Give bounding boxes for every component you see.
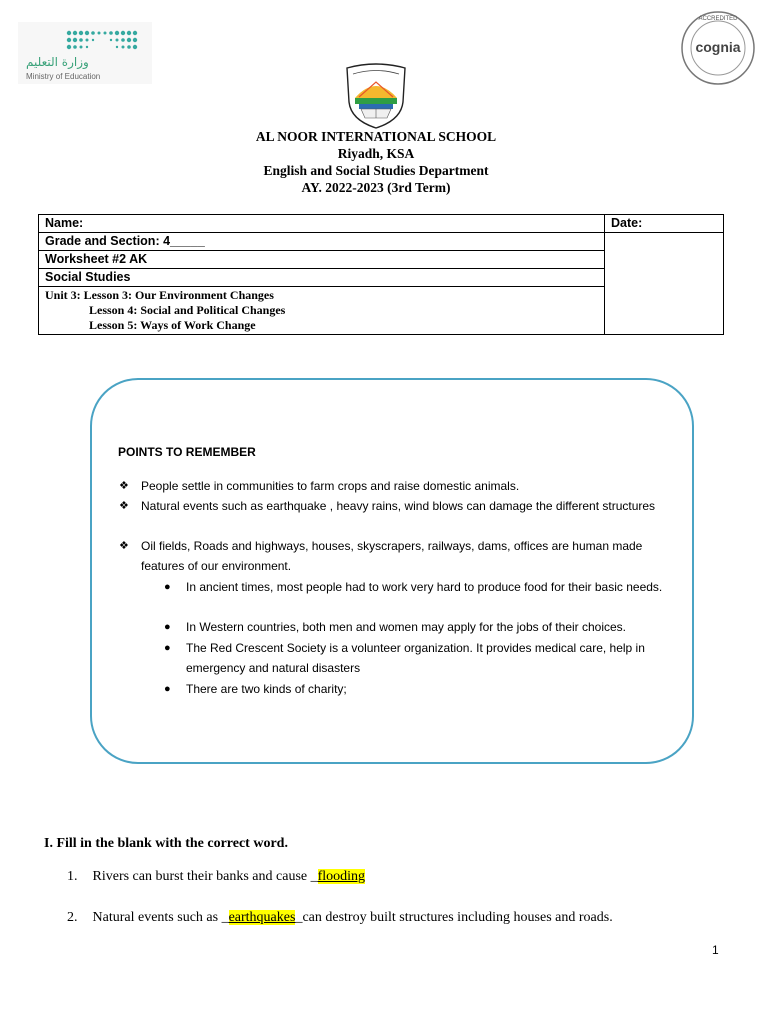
date-field[interactable] [605,233,724,335]
list-item: In ancient times, most people had to work very hard to produce food for their basic needs. [186,580,663,594]
worksheet-label: Worksheet #2 AK [39,251,605,269]
date-field-label: Date: [605,215,724,233]
question-number: 2. [67,910,78,925]
bullet-icon: ● [164,642,171,654]
answer-highlight: earthquakes [228,910,296,925]
question-text-after: _can destroy built structures including houses and roads. [295,910,613,925]
school-name: AL NOOR INTERNATIONAL SCHOOL [255,129,497,144]
moe-dots-icon [63,28,143,52]
list-item: Natural events such as earthquake , heavy rains, wind blows can damage the different structures [141,499,656,513]
section-heading: I. Fill in the blank with the correct word. [44,836,288,851]
school-location: Riyadh, KSA [337,146,415,161]
name-field[interactable]: Name: [39,215,605,233]
grade-section-field[interactable]: Grade and Section: 4_____ [39,233,605,251]
question-text: Rivers can burst their banks and cause _ [92,869,318,884]
moe-english-name: Ministry of Education [26,72,101,81]
page-number: 1 [712,943,719,957]
question-text: Natural events such as _ [92,910,229,925]
cognia-accreditation-logo [680,10,756,86]
answer-highlight: flooding [317,869,366,884]
list-item: There are two kinds of charity; [186,682,347,696]
school-crest [343,62,409,130]
points-title: POINTS TO REMEMBER [118,445,256,459]
cognia-ring-text: ACCREDITED [698,16,738,22]
bullet-icon: ● [164,683,171,695]
school-heading [0,128,752,196]
diamond-bullet-icon: ❖ [119,500,129,512]
diamond-bullet-icon: ❖ [119,540,129,552]
lesson-5: Lesson 5: Ways of Work Change [89,318,256,332]
school-crest-icon [343,62,409,130]
list-item: People settle in communities to farm crops and raise domestic animals. [141,479,520,493]
list-item: Oil fields, Roads and highways, houses, skyscrapers, railways, dams, offices are human made features of our environment. [141,539,643,573]
moe-arabic-name: وزارة التعليم [26,55,89,69]
lesson-4: Lesson 4: Social and Political Changes [89,303,286,317]
academic-year: AY. 2022-2023 (3rd Term) [301,180,451,195]
question-number: 1. [67,869,78,884]
bullet-icon: ● [164,581,171,593]
list-item: In Western countries, both men and women may apply for the jobs of their choices. [186,620,627,634]
list-item: The Red Crescent Society is a volunteer organization. It provides medical care, help in emergency and natural disasters [186,641,645,675]
department-name: English and Social Studies Department [263,163,489,178]
unit-lessons-cell [39,287,605,335]
bullet-icon: ● [164,621,171,633]
unit-lesson-3: Unit 3: Lesson 3: Our Environment Changes [45,288,274,302]
student-info-table [38,214,724,335]
cognia-wordmark: cognia [695,39,741,55]
diamond-bullet-icon: ❖ [119,480,129,492]
question-1 [67,869,365,885]
ministry-of-education-logo [18,22,152,84]
subject-label: Social Studies [39,269,605,287]
question-2 [67,910,613,926]
